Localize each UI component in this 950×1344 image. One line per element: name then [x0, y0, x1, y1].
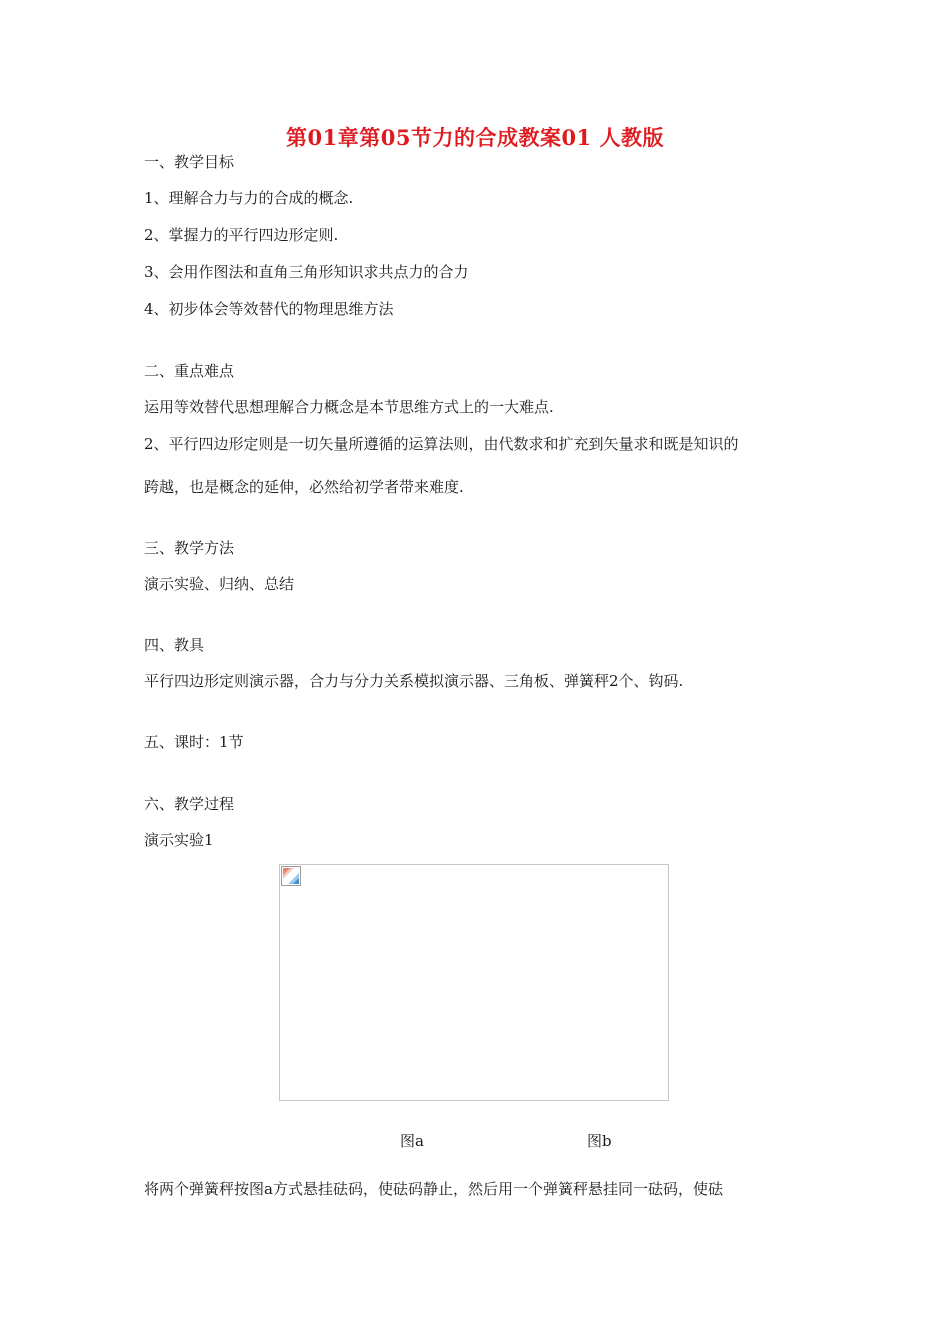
- caption-figure-a: 图a: [400, 1132, 424, 1150]
- difficulty-line-2: 2、平行四边形定则是一切矢量所遵循的运算法则，由代数求和扩充到矢量求和既是知识的: [144, 435, 739, 453]
- goal-item-1: 1、理解合力与力的合成的概念.: [144, 189, 354, 207]
- goals-heading: 一、教学目标: [144, 153, 235, 171]
- goal-item-2: 2、掌握力的平行四边形定则.: [144, 226, 339, 244]
- difficulty-line-1: 运用等效替代思想理解合力概念是本节思维方式上的一大难点.: [144, 398, 554, 416]
- method-heading: 三、教学方法: [144, 539, 235, 557]
- body-paragraph: 将两个弹簧秤按图a方式悬挂砝码，使砝码静止，然后用一个弹簧秤悬挂同一砝码，使砝: [144, 1180, 723, 1198]
- caption-figure-b: 图b: [587, 1132, 612, 1150]
- experiment-label: 演示实验1: [144, 831, 214, 849]
- process-heading: 六、教学过程: [144, 795, 235, 813]
- goal-item-3: 3、会用作图法和直角三角形知识求共点力的合力: [144, 263, 469, 281]
- figure-placeholder: [279, 864, 669, 1101]
- broken-image-icon: [281, 866, 301, 886]
- method-text: 演示实验、归纳、总结: [144, 575, 295, 593]
- difficulty-line-3: 跨越，也是概念的延伸，必然给初学者带来难度.: [144, 478, 464, 496]
- tools-text: 平行四边形定则演示器，合力与分力关系模拟演示器、三角板、弹簧秤2个、钩码.: [144, 672, 684, 690]
- difficulty-heading: 二、重点难点: [144, 362, 235, 380]
- goal-item-4: 4、初步体会等效替代的物理思维方法: [144, 300, 394, 318]
- document-title: 第01章第05节力的合成教案01 人教版: [286, 125, 664, 150]
- tools-heading: 四、教具: [144, 636, 205, 654]
- hours-text: 五、课时：1节: [144, 733, 244, 751]
